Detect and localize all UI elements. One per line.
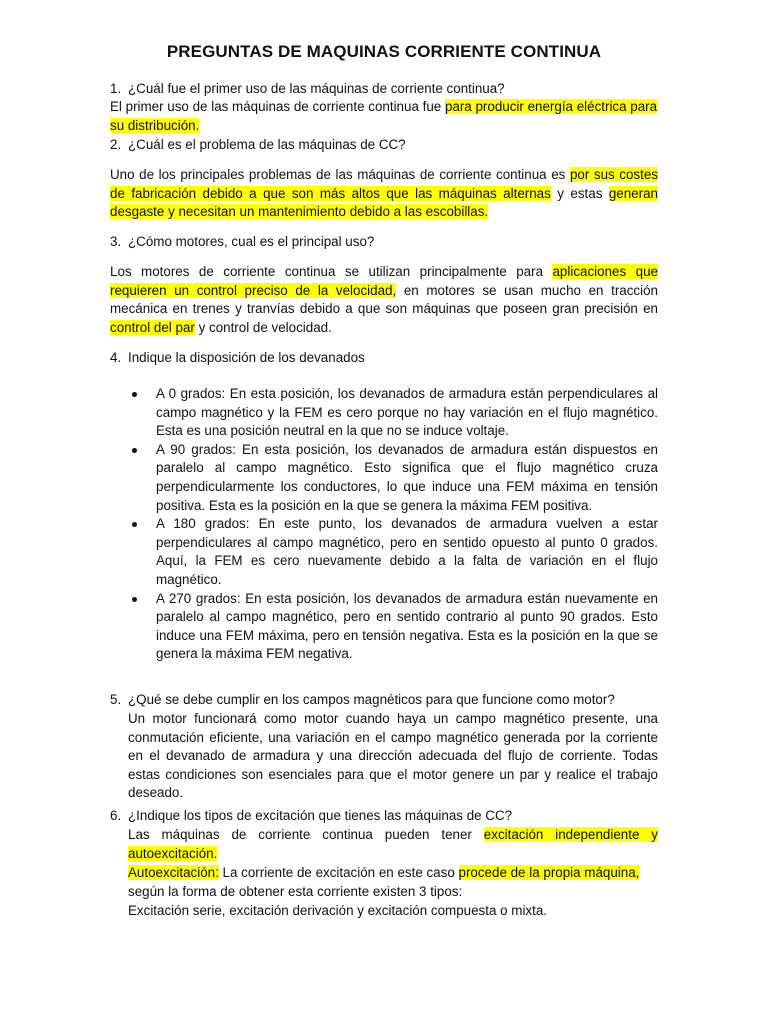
q5-question: ¿Qué se debe cumplir en los campos magnéticos para que funcione como motor? [128,692,615,707]
q3-answer-text-3: y control de velocidad. [194,319,332,335]
bullet-icon [132,392,137,397]
q4-number: 4. [110,350,122,365]
q6-answer-3: Excitación serie, excitación derivación y excitación compuesta o mixta. [128,903,548,918]
bullet-icon [132,597,137,602]
q6-answer-text-2: La corriente de excitación en este caso [218,865,459,880]
q1-question: ¿Cuál fue el primer uso de las máquinas de corriente continua? [128,81,505,96]
q4-question: Indique la disposición de los devanados [128,350,365,365]
q2-answer [110,166,658,222]
q5-number: 5. [110,692,122,707]
q1-number: 1. [110,81,122,96]
q2-answer-highlight-2: generan desgaste y necesitan un mantenimiento debido a las escobillas. [110,185,658,220]
q6-answer-text-1: Las máquinas de corriente continua pueden tener [128,827,484,842]
q6-answer-1 [128,826,658,863]
q1-answer [110,98,658,135]
list-item [110,515,658,589]
q5-answer: Un motor funcionará como motor cuando haya un campo magnético presente, una conmutación eficiente, una variación en el campo magnético generada por la corriente en el devanado de armadura y una dirección adecuada del flujo de corriente. Todas estas condiciones son esenciales para que el motor genere un par y realice el trabajo deseado. [128,711,658,801]
bullet-text: A 180 grados: En este punto, los devanados de armadura vuelven a estar perpendiculares al campo magnético, pero en sentido opuesto al punto 0 grados. Aquí, la FEM es cero nuevamente debido a la falta de variación en el flujo magnético. [156,516,658,587]
q6-answer-highlight-3: procede de la propia máquina, [458,865,640,880]
q1-answer-text: El primer uso de las máquinas de corriente continua fue [110,99,445,114]
q4-bullet-list [110,385,658,664]
bullet-text: A 0 grados: En esta posición, los devanados de armadura están perpendiculares al campo magnético y la FEM es cero porque no hay variación en el flujo magnético. Esta es una posición neutral en la que no se induce voltaje. [156,386,658,439]
bullet-text: A 90 grados: En esta posición, los devanados de armadura están dispuestos en paralelo al campo magnético. Esto significa que el flujo magnético cruza perpendicularmente los conductores, lo que induce una FEM máxima en tensión positiva. Esta es la posición en la que se genera la máxima FEM positiva. [156,441,658,513]
q2-answer-text-2: y estas [550,185,609,201]
q3-answer-highlight-1: aplicaciones que requieren un control preciso de la velocidad, [110,264,658,298]
bullet-text: A 270 grados: En esta posición, los devanados de armadura están nuevamente en paralelo al campo magnético, pero en sentido contrario al punto 90 grados. Esto induce una FEM máxima, pero en tensión negativa. Esta es la posición en la que se genera la máxima FEM negativa. [156,590,658,662]
q6-answer-text-3: según la forma de obtener esta corriente existen 3 tipos: [128,883,463,899]
list-item [110,385,658,441]
q6-answer-highlight-1: excitación independiente y autoexcitación. [128,827,658,861]
q1-answer-highlight: para producir energía eléctrica para su distribución. [110,99,658,133]
q3-answer-highlight-2: control del par [110,319,195,335]
q3-answer [110,263,658,337]
q2-question: ¿Cuál es el problema de las máquinas de CC? [128,137,406,152]
bullet-icon [132,522,137,527]
q2-answer-text-1: Uno de los principales problemas de las máquinas de corriente continua es [110,167,570,182]
q3-answer-text-2: en motores se usan mucho en tracción mecánica en trenes y tranvías debido a que son máquinas que poseen gran precisión en [110,282,658,317]
bullet-icon [132,448,137,453]
document-title: PREGUNTAS DE MAQUINAS CORRIENTE CONTINUA [166,42,602,61]
q3-answer-text-1: Los motores de corriente continua se utilizan principalmente para [110,264,553,279]
q6-question: ¿Indique los tipos de excitación que tienes las máquinas de CC? [128,808,513,823]
list-item [110,590,658,664]
q6-answer-highlight-2: Autoexcitación: [128,865,219,880]
q3-question: ¿Cómo motores, cual es el principal uso? [128,234,375,249]
q6-answer-2 [128,864,658,901]
q2-answer-highlight-1: por sus costes de fabricación debido a que son más altos que las máquinas alternas [110,167,658,201]
list-item [110,441,658,515]
q3-number: 3. [110,234,122,249]
q6-number: 6. [110,808,122,823]
q2-number: 2. [110,137,122,152]
